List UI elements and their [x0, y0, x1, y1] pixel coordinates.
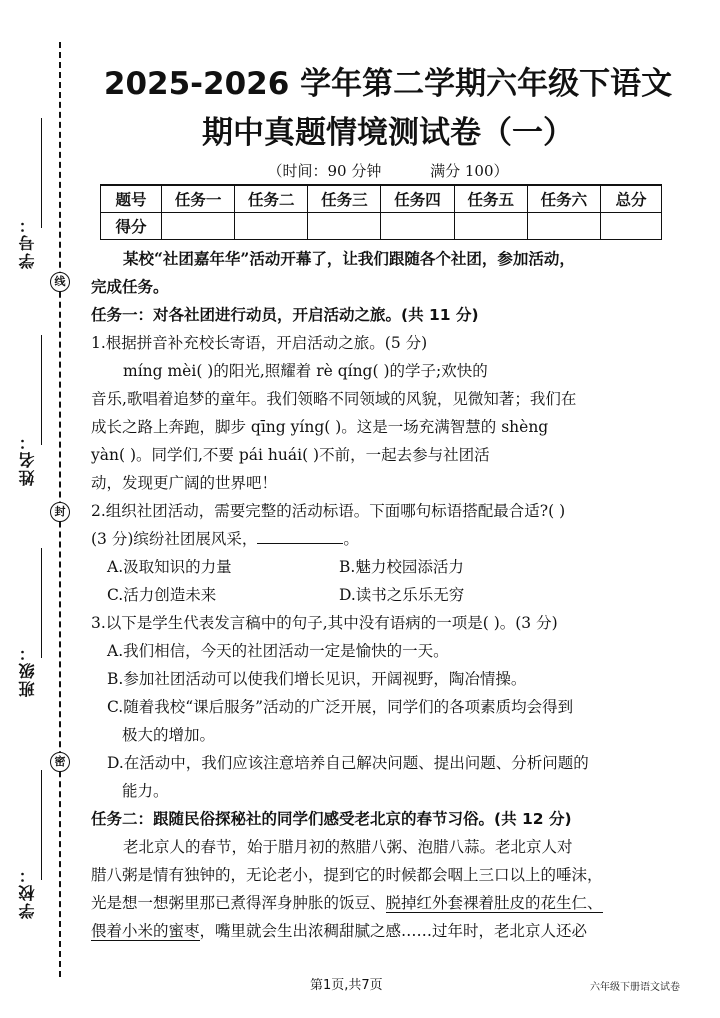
q3-option-a[interactable]: A.我们相信，今天的社团活动一定是愉快的一天。	[107, 642, 449, 660]
score-input-cell[interactable]	[381, 213, 454, 240]
passage-line4	[91, 917, 675, 945]
table-cell: 任务三	[308, 185, 381, 213]
passage-line1: 老北京人的春节，始于腊月初的熬腊八粥、泡腊八蒜。老北京人对	[123, 838, 573, 856]
score-input-cell[interactable]	[601, 213, 662, 240]
q2-option-a[interactable]: A.汲取知识的力量	[107, 558, 232, 576]
q3-option-c[interactable]: C.随着我校“课后服务”活动的广泛开展，同学们的各项素质均会得到	[107, 698, 574, 716]
school-line[interactable]	[41, 770, 42, 880]
passage-line2: 腊八粥是情有独钟的，无论老小，提到它的时候都会咽上三口以上的唾沫，	[91, 866, 603, 884]
q2-options-row1	[91, 553, 675, 581]
class-label: 班级：	[18, 643, 37, 697]
q1-line4: yàn( )。同学们,不要 pái huái( )不前，一起去参与社团活	[91, 446, 490, 464]
passage-line3	[91, 889, 675, 917]
q2-line2	[91, 525, 675, 553]
time-limit: （时间：90 分钟	[267, 162, 382, 180]
name-label: 姓名：	[18, 432, 37, 486]
q2-period: 。	[343, 530, 359, 548]
score-table-score-row	[101, 213, 662, 240]
seal-mark-xian: 线	[50, 272, 70, 292]
q2-options-row2	[91, 581, 675, 609]
q2-stem: 2.组织社团活动，需要完整的活动标语。下面哪句标语搭配最合适?( )	[91, 502, 566, 520]
table-cell: 任务六	[527, 185, 600, 213]
exam-title-line2: 期中真题情境测试卷（一）	[202, 115, 574, 151]
student-id-label: 学号：	[18, 215, 37, 269]
table-cell: 任务四	[381, 185, 454, 213]
score-input-cell[interactable]	[527, 213, 600, 240]
school-label: 学校：	[18, 865, 37, 919]
score-input-cell[interactable]	[454, 213, 527, 240]
score-table	[100, 184, 662, 240]
full-score: 满分 100）	[430, 162, 509, 180]
q2-option-d[interactable]: D.读书之乐乐无穷	[339, 586, 465, 604]
q3-stem: 3.以下是学生代表发言稿中的句子,其中没有语病的一项是( )。(3 分)	[91, 614, 558, 632]
table-cell: 任务二	[235, 185, 308, 213]
q2-prompt: (3 分)缤纷社团展风采，	[91, 530, 258, 548]
score-input-cell[interactable]	[308, 213, 381, 240]
student-id-line[interactable]	[41, 118, 42, 228]
paper-tag: 六年级下册语文试卷	[590, 982, 680, 993]
exam-content	[91, 245, 675, 945]
task2-heading: 任务二：跟随民俗探秘社的同学们感受老北京的春节习俗。(共 12 分)	[91, 810, 572, 828]
intro-line1: 某校“社团嘉年华”活动开幕了，让我们跟随各个社团，参加活动，	[123, 249, 575, 268]
table-cell: 题号	[101, 185, 162, 213]
table-cell: 总分	[601, 185, 662, 213]
q2-option-b[interactable]: B.魅力校园添活力	[339, 558, 464, 576]
table-cell: 任务五	[454, 185, 527, 213]
table-cell: 得分	[101, 213, 162, 240]
q3-option-b[interactable]: B.参加社团活动可以使我们增长见识，开阔视野，陶冶情操。	[107, 670, 527, 688]
q1-line1: míng mèi( )的阳光,照耀着 rè qíng( )的学子;欢快的	[123, 362, 488, 380]
passage-underlined-phrase: 脱掉红外套裸着肚皮的花生仁、	[385, 894, 603, 912]
task1-heading: 任务一：对各社团进行动员，开启活动之旅。(共 11 分)	[91, 306, 479, 324]
table-cell: 任务一	[162, 185, 235, 213]
class-line[interactable]	[41, 548, 42, 658]
seal-mark-mi: 密	[50, 752, 70, 772]
score-table-header-row	[101, 185, 662, 213]
passage-line3-a: 光是想一想粥里那已煮得浑身肿胀的饭豆、	[91, 894, 386, 912]
name-line[interactable]	[41, 335, 42, 445]
q1-line3: 成长之路上奔跑，脚步 qīng yíng( )。这是一场充满智慧的 shèng	[91, 418, 549, 436]
intro-line2: 完成任务。	[91, 277, 169, 296]
q2-answer-blank[interactable]	[257, 529, 343, 544]
page-number: 第1页,共7页	[310, 978, 383, 993]
passage-line4-b: ，嘴里就会生出浓稠甜腻之感……过年时，老北京人还必	[199, 922, 588, 940]
exam-title-line1: 2025-2026 学年第二学期六年级下语文	[103, 66, 673, 102]
q2-option-c[interactable]: C.活力创造未来	[107, 586, 217, 604]
score-input-cell[interactable]	[235, 213, 308, 240]
passage-underlined-phrase-2: 偎着小米的蜜枣	[91, 922, 200, 940]
seal-mark-feng: 封	[50, 502, 70, 522]
q3-option-d[interactable]: D.在活动中，我们应该注意培养自己解决问题、提出问题、分析问题的	[107, 754, 589, 772]
q1-line2: 音乐,歌唱着追梦的童年。我们领略不同领域的风貌，见微知著；我们在	[91, 390, 577, 408]
score-input-cell[interactable]	[162, 213, 235, 240]
q3-option-d-cont: 能力。	[122, 782, 169, 800]
exam-time-info	[78, 160, 698, 181]
q1-stem: 1.根据拼音补充校长寄语，开启活动之旅。(5 分)	[91, 334, 428, 352]
q3-option-c-cont: 极大的增加。	[122, 726, 216, 744]
q1-line5: 动，发现更广阔的世界吧！	[91, 474, 278, 492]
